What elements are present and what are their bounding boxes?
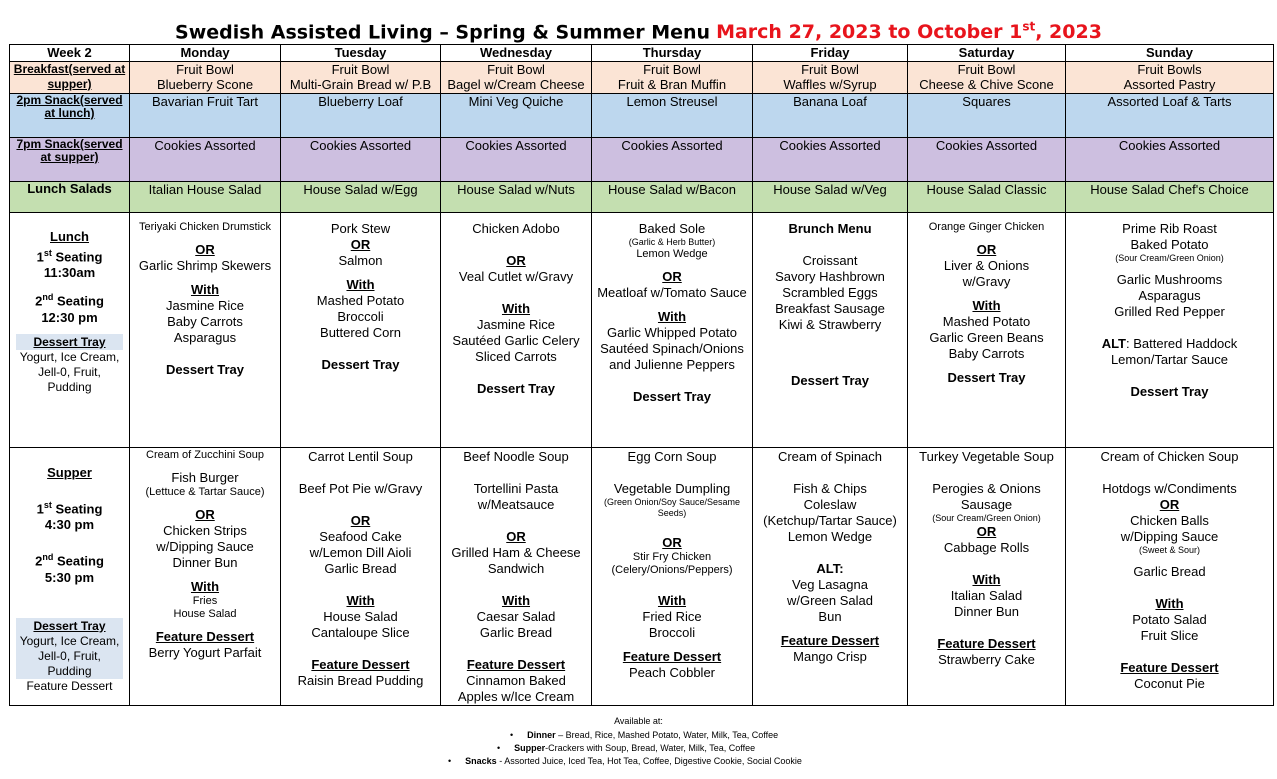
supper-seating-1: 1st Seating bbox=[36, 500, 103, 517]
footer-supper-line: • Supper-Crackers with Soup, Bread, Water, Milk, Tea, Coffee bbox=[497, 743, 756, 753]
snack-2pm-label: 2pm Snack(served at lunch) bbox=[10, 94, 130, 138]
lunch-seating-1: 1st Seating bbox=[36, 248, 103, 265]
snack-cell: Cookies Assorted bbox=[592, 138, 753, 182]
supper-feature-dessert-label: Feature Dessert bbox=[26, 678, 113, 693]
supper-label: Supper bbox=[47, 465, 92, 480]
lunch-seating-1-time: 11:30am bbox=[43, 265, 96, 281]
footer-snacks-line: • Snacks - Assorted Juice, Iced Tea, Hot Tea, Coffee, Digestive Cookie, Social Cookie bbox=[448, 756, 802, 766]
lunch-salads-row bbox=[10, 182, 1274, 213]
lunch-seating-2: 2nd Seating bbox=[35, 292, 104, 309]
snack-cell: Squares bbox=[908, 94, 1066, 138]
snack-cell: Cookies Assorted bbox=[130, 138, 281, 182]
lunch-label-cell bbox=[10, 213, 130, 448]
salad-cell: Italian House Salad bbox=[130, 182, 281, 213]
breakfast-label: Breakfast(served at supper) bbox=[10, 62, 130, 94]
snack-cell: Cookies Assorted bbox=[1066, 138, 1274, 182]
lunch-dessert-tray-items: Yogurt, Ice Cream, Jell-0, Fruit, Pudding bbox=[19, 349, 120, 394]
breakfast-row bbox=[10, 62, 1274, 94]
day-saturday: Saturday bbox=[908, 45, 1066, 62]
lunch-thursday: Baked Sole (Garlic & Herb Butter) Lemon Wedge OR Meatloaf w/Tomato Sauce With Garlic Whipped Potato Sautéed Spinach/Onions and Julienne Peppers Dessert Tray bbox=[592, 213, 753, 448]
header-row bbox=[10, 45, 1274, 62]
snack-cell: Assorted Loaf & Tarts bbox=[1066, 94, 1274, 138]
supper-sunday: Cream of Chicken Soup Hotdogs w/Condiments OR Chicken Balls w/Dipping Sauce (Sweet & Sour) Garlic Bread With Potato Salad Fruit Slice Feature Dessert Coconut Pie bbox=[1066, 448, 1274, 706]
breakfast-cell: Fruit Bowls Assorted Pastry bbox=[1066, 62, 1274, 94]
day-monday: Monday bbox=[130, 45, 281, 62]
footer-availability bbox=[0, 714, 1277, 766]
breakfast-cell: Fruit Bowl Fruit & Bran Muffin bbox=[592, 62, 753, 94]
supper-friday: Cream of Spinach Fish & Chips Coleslaw (Ketchup/Tartar Sauce) Lemon Wedge ALT: Veg Lasagna w/Green Salad Bun Feature Dessert Mango Crisp bbox=[753, 448, 908, 706]
snack-cell: Cookies Assorted bbox=[281, 138, 441, 182]
snack-cell: Mini Veg Quiche bbox=[441, 94, 592, 138]
breakfast-cell: Fruit Bowl Multi-Grain Bread w/ P.B bbox=[281, 62, 441, 94]
snack-cell: Lemon Streusel bbox=[592, 94, 753, 138]
supper-row bbox=[10, 448, 1274, 706]
lunch-salads-label: Lunch Salads bbox=[10, 182, 130, 213]
footer-available-label: Available at: bbox=[614, 716, 663, 726]
supper-tuesday: Carrot Lentil Soup Beef Pot Pie w/Gravy OR Seafood Cake w/Lemon Dill Aioli Garlic Bread With House Salad Cantaloupe Slice Feature Dessert Raisin Bread Pudding bbox=[281, 448, 441, 706]
lunch-monday: Teriyaki Chicken Drumstick OR Garlic Shrimp Skewers With Jasmine Rice Baby Carrots Asparagus Dessert Tray bbox=[130, 213, 281, 448]
week-label: Week 2 bbox=[10, 45, 130, 62]
snack-cell: Cookies Assorted bbox=[753, 138, 908, 182]
salad-cell: House Salad w/Veg bbox=[753, 182, 908, 213]
breakfast-cell: Fruit Bowl Waffles w/Syrup bbox=[753, 62, 908, 94]
supper-label-cell bbox=[10, 448, 130, 706]
snack-7pm-row bbox=[10, 138, 1274, 182]
lunch-saturday: Orange Ginger Chicken OR Liver & Onions w/Gravy With Mashed Potato Garlic Green Beans Baby Carrots Dessert Tray bbox=[908, 213, 1066, 448]
menu-title bbox=[0, 20, 1277, 43]
menu-title-main: Swedish Assisted Living – Spring & Summer Menu bbox=[175, 21, 711, 44]
supper-seating-2: 2nd Seating bbox=[35, 552, 104, 569]
salad-cell: House Salad Classic bbox=[908, 182, 1066, 213]
snack-cell: Blueberry Loaf bbox=[281, 94, 441, 138]
supper-monday: Cream of Zucchini Soup Fish Burger (Lettuce & Tartar Sauce) OR Chicken Strips w/Dipping Sauce Dinner Bun With Fries House Salad Feature Dessert Berry Yogurt Parfait bbox=[130, 448, 281, 706]
lunch-label: Lunch bbox=[50, 229, 89, 244]
day-sunday: Sunday bbox=[1066, 45, 1274, 62]
breakfast-cell: Fruit Bowl Blueberry Scone bbox=[130, 62, 281, 94]
supper-seating-1-time: 4:30 pm bbox=[44, 517, 95, 533]
day-friday: Friday bbox=[753, 45, 908, 62]
snack-cell: Banana Loaf bbox=[753, 94, 908, 138]
lunch-wednesday: Chicken Adobo OR Veal Cutlet w/Gravy With Jasmine Rice Sautéed Garlic Celery Sliced Carrots Dessert Tray bbox=[441, 213, 592, 448]
lunch-seating-2-time: 12:30 pm bbox=[41, 309, 98, 325]
lunch-dessert-tray-label: Dessert Tray bbox=[16, 334, 123, 350]
snack-2pm-row bbox=[10, 94, 1274, 138]
supper-thursday: Egg Corn Soup Vegetable Dumpling (Green Onion/Soy Sauce/Sesame Seeds) OR Stir Fry Chicken (Celery/Onions/Peppers) With Fried Rice Broccoli Feature Dessert Peach Cobbler bbox=[592, 448, 753, 706]
menu-table bbox=[9, 44, 1274, 706]
supper-dessert-tray-items: Yogurt, Ice Cream, Jell-0, Fruit, Pudding bbox=[16, 634, 123, 679]
breakfast-cell: Fruit Bowl Cheese & Chive Scone bbox=[908, 62, 1066, 94]
lunch-row bbox=[10, 213, 1274, 448]
snack-cell: Bavarian Fruit Tart bbox=[130, 94, 281, 138]
snack-7pm-label: 7pm Snack(served at supper) bbox=[10, 138, 130, 182]
salad-cell: House Salad Chef's Choice bbox=[1066, 182, 1274, 213]
supper-dessert-tray-label: Dessert Tray bbox=[16, 618, 123, 634]
lunch-tuesday: Pork Stew OR Salmon With Mashed Potato Broccoli Buttered Corn Dessert Tray bbox=[281, 213, 441, 448]
lunch-sunday: Prime Rib Roast Baked Potato (Sour Cream/Green Onion) Garlic Mushrooms Asparagus Grilled Red Pepper ALT: Battered Haddock Lemon/Tartar Sauce Dessert Tray bbox=[1066, 213, 1274, 448]
supper-seating-2-time: 5:30 pm bbox=[44, 569, 95, 585]
salad-cell: House Salad w/Egg bbox=[281, 182, 441, 213]
supper-saturday: Turkey Vegetable Soup Perogies & Onions Sausage (Sour Cream/Green Onion) OR Cabbage Rolls With Italian Salad Dinner Bun Feature Dessert Strawberry Cake bbox=[908, 448, 1066, 706]
breakfast-cell: Fruit Bowl Bagel w/Cream Cheese bbox=[441, 62, 592, 94]
day-tuesday: Tuesday bbox=[281, 45, 441, 62]
footer-dinner-line: • Dinner – Bread, Rice, Mashed Potato, Water, Milk, Tea, Coffee bbox=[510, 730, 779, 740]
snack-cell: Cookies Assorted bbox=[441, 138, 592, 182]
salad-cell: House Salad w/Nuts bbox=[441, 182, 592, 213]
day-thursday: Thursday bbox=[592, 45, 753, 62]
supper-wednesday: Beef Noodle Soup Tortellini Pasta w/Meatsauce OR Grilled Ham & Cheese Sandwich With Caesar Salad Garlic Bread Feature Dessert Cinnamon Baked Apples w/Ice Cream bbox=[441, 448, 592, 706]
day-wednesday: Wednesday bbox=[441, 45, 592, 62]
lunch-friday: Brunch Menu Croissant Savory Hashbrown Scrambled Eggs Breakfast Sausage Kiwi & Strawberry Dessert Tray bbox=[753, 213, 908, 448]
snack-cell: Cookies Assorted bbox=[908, 138, 1066, 182]
menu-date-range: March 27, 2023 to October 1st, 2023 bbox=[716, 20, 1102, 44]
salad-cell: House Salad w/Bacon bbox=[592, 182, 753, 213]
